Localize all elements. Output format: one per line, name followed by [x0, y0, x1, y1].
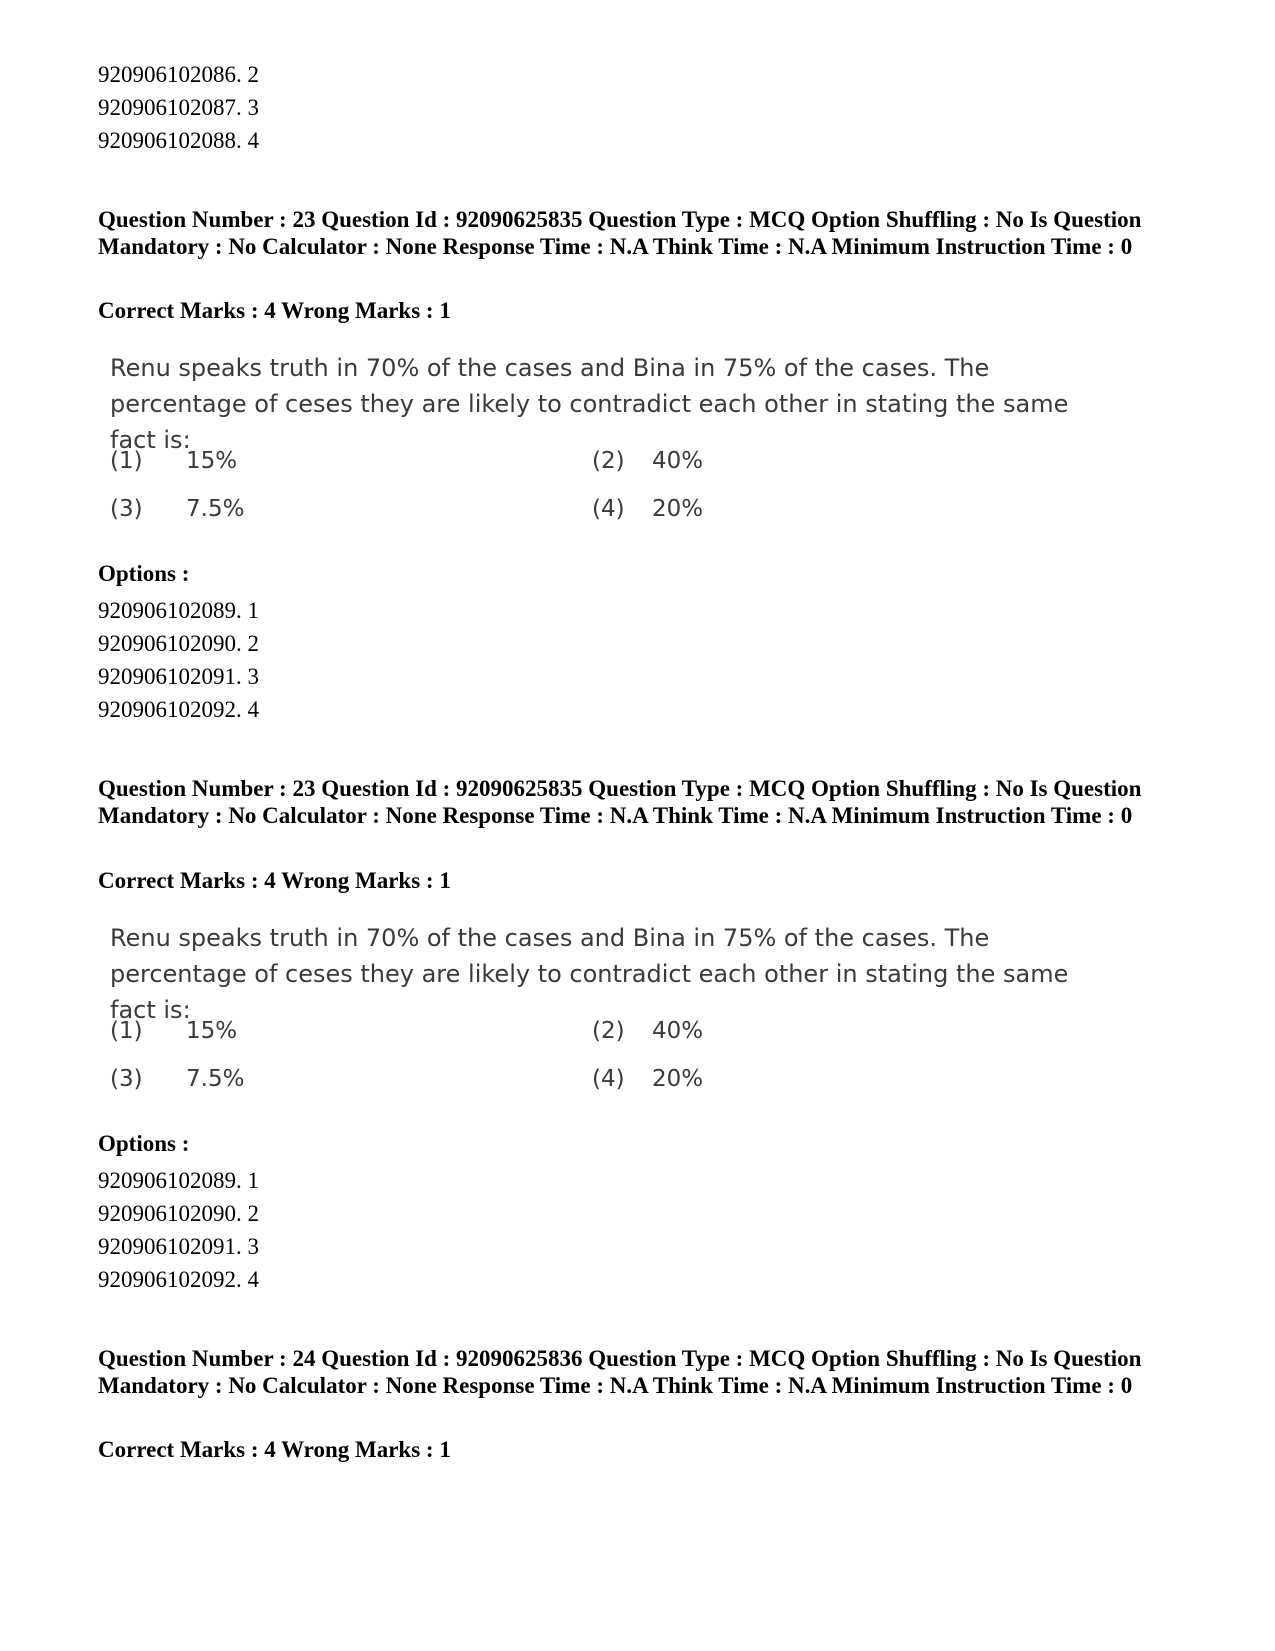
question-text: Renu speaks truth in 70% of the cases and Bina in 75% of the cases. The percentage of ceses they are likely to contradict each other in stating the same fact is: — [110, 924, 1069, 1024]
choice-value: 15% — [186, 1018, 238, 1044]
choice-value: 15% — [186, 448, 238, 474]
choice-number: (3) — [110, 1066, 143, 1092]
option-line: 920906102088. 4 — [98, 128, 259, 153]
options-label: Options : — [98, 561, 190, 586]
option-line: 920906102086. 2 — [98, 62, 259, 87]
option-line: 920906102091. 3 — [98, 664, 259, 689]
question-header: Question Number : 23 Question Id : 92090625835 Question Type : MCQ Option Shuffling : No Is Question Mandatory : No Calculator : None Response Time : N.A Think Time : N.A Minimum Instruction Time : 0 — [98, 207, 1142, 259]
option-line: 920906102090. 2 — [98, 1201, 259, 1226]
choice-number: (1) — [110, 1018, 143, 1044]
choice-value: 20% — [652, 1066, 704, 1092]
question-image — [110, 920, 1120, 1028]
choice-number: (2) — [592, 1018, 625, 1044]
option-line: 920906102091. 3 — [98, 1234, 259, 1259]
choice-number: (4) — [592, 1066, 625, 1092]
question-marks: Correct Marks : 4 Wrong Marks : 1 — [98, 868, 451, 893]
option-line: 920906102092. 4 — [98, 1267, 259, 1292]
question-image — [110, 350, 1120, 458]
option-line: 920906102092. 4 — [98, 697, 259, 722]
choice-value: 40% — [652, 1018, 704, 1044]
choice-number: (3) — [110, 496, 143, 522]
option-line: 920906102087. 3 — [98, 95, 259, 120]
options-label: Options : — [98, 1131, 190, 1156]
option-line: 920906102089. 1 — [98, 598, 259, 623]
option-line: 920906102089. 1 — [98, 1168, 259, 1193]
question-text: Renu speaks truth in 70% of the cases and Bina in 75% of the cases. The percentage of ceses they are likely to contradict each other in stating the same fact is: — [110, 354, 1069, 454]
question-marks: Correct Marks : 4 Wrong Marks : 1 — [98, 298, 451, 323]
question-header: Question Number : 23 Question Id : 92090625835 Question Type : MCQ Option Shuffling : No Is Question Mandatory : No Calculator : None Response Time : N.A Think Time : N.A Minimum Instruction Time : 0 — [98, 776, 1142, 828]
choice-value: 7.5% — [186, 496, 245, 522]
choice-number: (4) — [592, 496, 625, 522]
option-line: 920906102090. 2 — [98, 631, 259, 656]
choice-value: 20% — [652, 496, 704, 522]
choice-value: 40% — [652, 448, 704, 474]
question-header: Question Number : 24 Question Id : 92090625836 Question Type : MCQ Option Shuffling : No Is Question Mandatory : No Calculator : None Response Time : N.A Think Time : N.A Minimum Instruction Time : 0 — [98, 1346, 1142, 1398]
question-marks: Correct Marks : 4 Wrong Marks : 1 — [98, 1437, 451, 1462]
choice-number: (2) — [592, 448, 625, 474]
choice-number: (1) — [110, 448, 143, 474]
choice-value: 7.5% — [186, 1066, 245, 1092]
